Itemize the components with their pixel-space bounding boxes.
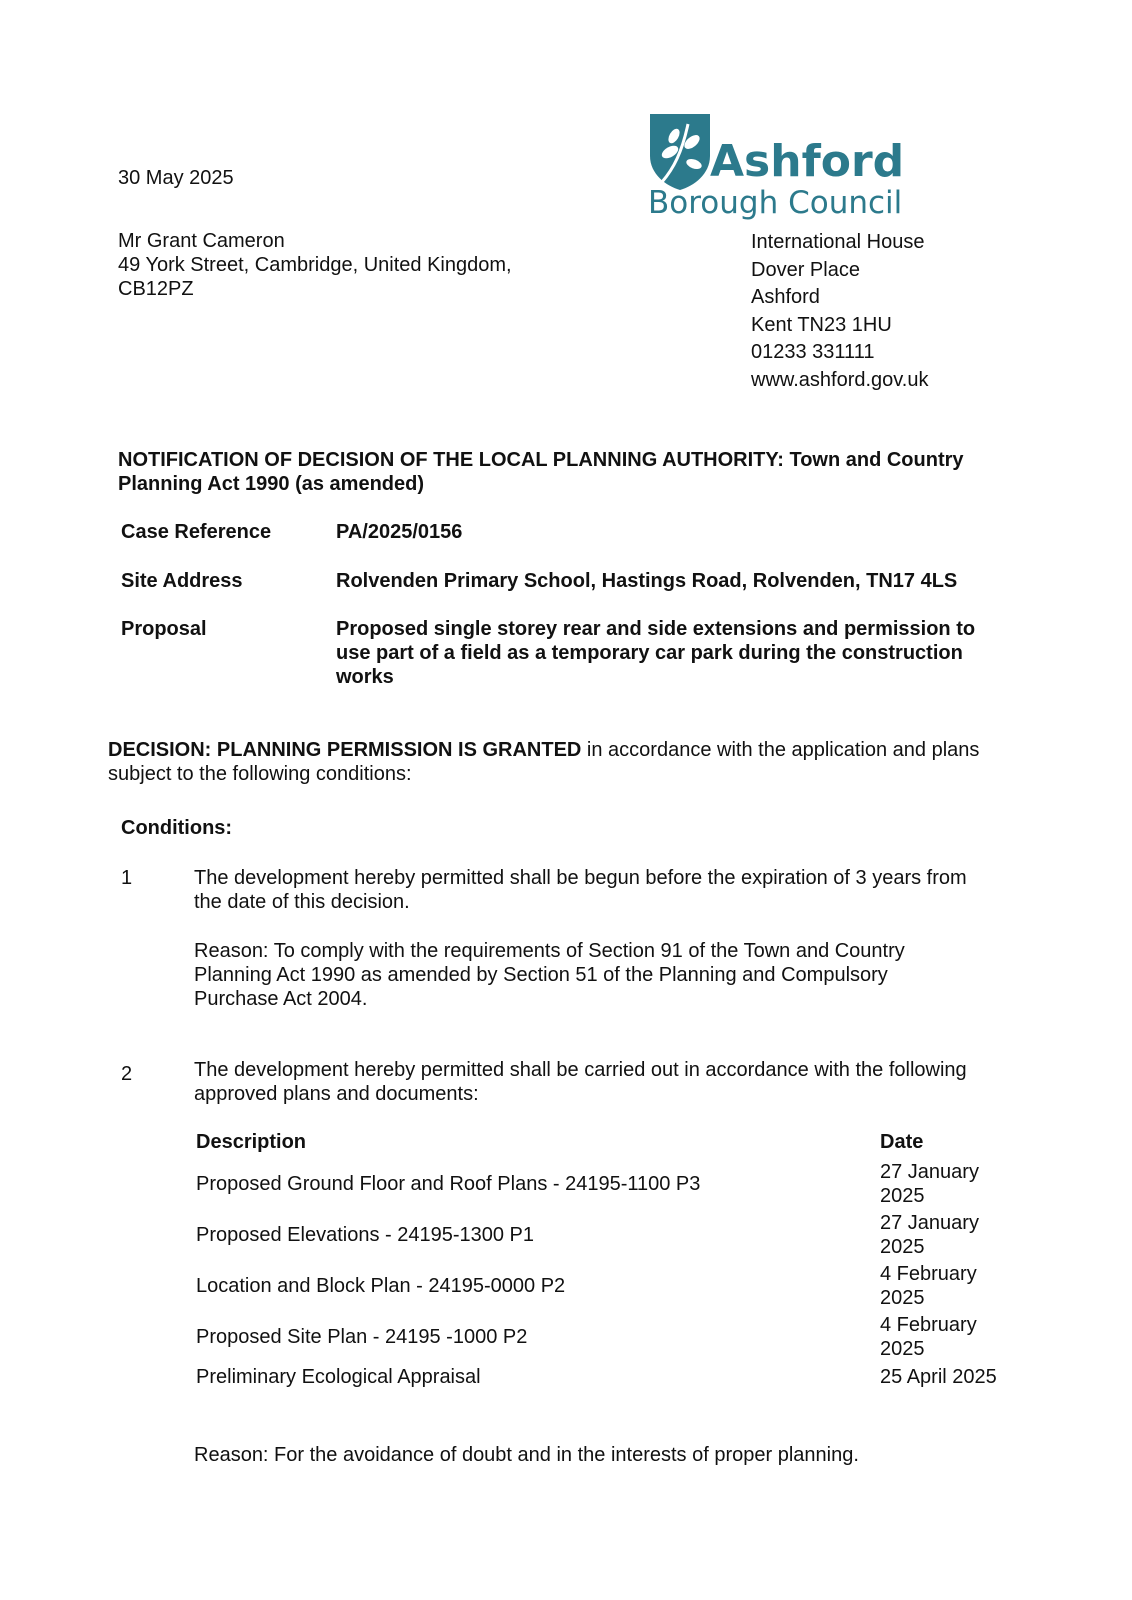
- table-row: [196, 1160, 1036, 1210]
- plan-date-line1: 27 January: [880, 1161, 979, 1183]
- recipient-address-line1: 49 York Street, Cambridge, United Kingdom,: [118, 254, 512, 276]
- plan-date: [880, 1160, 979, 1208]
- condition-1-reason: [194, 939, 905, 1011]
- plan-date-line2: 2025: [880, 1287, 925, 1309]
- plan-date-line1: 4 February: [880, 1263, 977, 1285]
- plan-date: 25 April 2025: [880, 1366, 997, 1388]
- decision-statement: [108, 738, 979, 786]
- heading-line2: Planning Act 1990 (as amended): [118, 473, 425, 495]
- plan-description: Proposed Elevations - 24195-1300 P1: [196, 1224, 535, 1246]
- decision-line2: subject to the following conditions:: [108, 763, 412, 785]
- condition-1-line1: The development hereby permitted shall be begun before the expiration of 3 years from: [194, 867, 967, 889]
- plans-table: [196, 1130, 1036, 1388]
- condition-1-line2: the date of this decision.: [194, 891, 410, 913]
- council-website: www.ashford.gov.uk: [751, 368, 929, 391]
- site-address-value: Rolvenden Primary School, Hastings Road, Rolvenden, TN17 4LS: [336, 570, 958, 592]
- proposal-label: Proposal: [121, 618, 207, 640]
- plan-date-line1: 27 January: [880, 1212, 979, 1234]
- recipient-block: [118, 229, 512, 301]
- council-address-line3: Ashford: [751, 286, 820, 308]
- case-reference-label: Case Reference: [121, 521, 272, 543]
- proposal-value: [336, 617, 975, 689]
- site-address-label: Site Address: [121, 570, 243, 592]
- condition-1-reason-line2: Planning Act 1990 as amended by Section 51 of the Planning and Compulsory: [194, 964, 888, 986]
- proposal-line3: works: [336, 666, 394, 688]
- case-reference-value: PA/2025/0156: [336, 521, 463, 543]
- decision-bold: DECISION: PLANNING PERMISSION IS GRANTED: [108, 739, 582, 761]
- proposal-line1: Proposed single storey rear and side extensions and permission to: [336, 618, 976, 640]
- council-address-line1: International House: [751, 231, 925, 253]
- condition-2-line2: approved plans and documents:: [194, 1083, 479, 1105]
- condition-1-reason-line3: Purchase Act 2004.: [194, 988, 368, 1010]
- recipient-name: Mr Grant Cameron: [118, 230, 285, 252]
- council-phone: 01233 331111: [751, 341, 875, 363]
- council-address: [751, 229, 929, 394]
- proposal-line2: use part of a field as a temporary car park during the construction: [336, 642, 963, 664]
- plan-date-line1: 4 February: [880, 1314, 977, 1336]
- logo-title: Ashford: [710, 136, 905, 187]
- plan-date: [880, 1313, 977, 1361]
- condition-1-reason-line1: Reason: To comply with the requirements of Section 91 of the Town and Country: [194, 940, 905, 962]
- condition-1-text: [194, 866, 967, 914]
- table-row: [196, 1313, 1036, 1363]
- condition-1-number: 1: [121, 867, 133, 889]
- condition-2-text: [194, 1058, 967, 1106]
- council-address-line2: Dover Place: [751, 258, 860, 281]
- plan-description: Proposed Ground Floor and Roof Plans - 24195-1100 P3: [196, 1173, 701, 1195]
- table-row: [196, 1211, 1036, 1261]
- plan-date-line2: 2025: [880, 1185, 925, 1207]
- shield-leaf-icon: [648, 112, 712, 192]
- heading-line1: NOTIFICATION OF DECISION OF THE LOCAL PLANNING AUTHORITY: Town and Country: [118, 449, 964, 471]
- plans-col-description: Description: [196, 1131, 307, 1153]
- council-logo: [648, 112, 905, 222]
- letter-date: 30 May 2025: [118, 167, 234, 189]
- condition-2-number: 2: [121, 1063, 133, 1085]
- table-row: [196, 1365, 1036, 1391]
- table-row: [196, 1262, 1036, 1312]
- plan-date-line2: 2025: [880, 1338, 925, 1360]
- plan-description: Preliminary Ecological Appraisal: [196, 1366, 481, 1388]
- decision-rest: in accordance with the application and plans: [581, 739, 980, 761]
- council-address-line4: Kent TN23 1HU: [751, 313, 892, 336]
- plans-col-date: Date: [880, 1131, 924, 1153]
- notification-heading: [118, 448, 964, 496]
- logo-subtitle: Borough Council: [648, 185, 903, 221]
- plan-date-line2: 2025: [880, 1236, 925, 1258]
- plan-date: [880, 1211, 979, 1259]
- condition-2-reason: Reason: For the avoidance of doubt and in the interests of proper planning.: [194, 1444, 859, 1466]
- plan-date: [880, 1262, 977, 1310]
- condition-2-line1: The development hereby permitted shall be carried out in accordance with the following: [194, 1059, 967, 1081]
- recipient-address-line2: CB12PZ: [118, 278, 194, 300]
- conditions-heading: Conditions:: [121, 817, 233, 839]
- plan-description: Proposed Site Plan - 24195 -1000 P2: [196, 1326, 528, 1348]
- plan-description: Location and Block Plan - 24195-0000 P2: [196, 1275, 566, 1297]
